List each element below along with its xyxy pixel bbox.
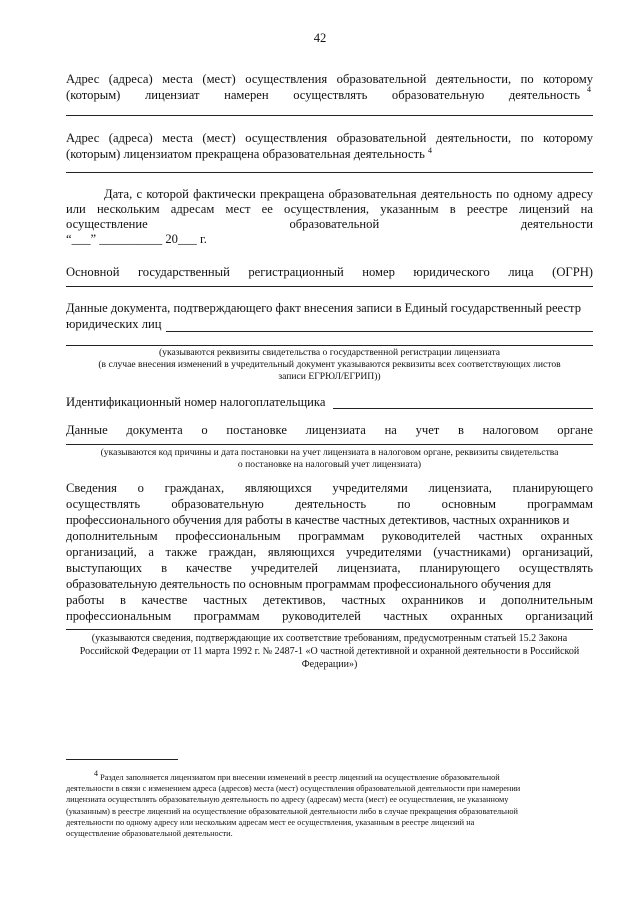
- tax-registration-label: Данные документа о постановке лицензиата на учет в налоговом органе: [66, 423, 593, 437]
- inn-field-line[interactable]: [333, 408, 593, 409]
- stop-date-line2: или нескольким адресам мест ее осуществления, указанным в реестре лицензий на: [66, 202, 593, 216]
- address-planned-line2: (которым) лицензиат намерен осуществлять образовательную деятельность: [66, 88, 580, 102]
- egr-document-line1: Данные документа, подтверждающего факт внесения записи в Единый государственный реестр: [66, 301, 581, 315]
- founders-line: осуществлять образовательную деятельность по основным программам: [66, 497, 593, 511]
- footnote-mark: 4: [427, 145, 432, 155]
- egr-document-field-line[interactable]: [166, 331, 593, 332]
- address-stopped-line1: Адрес (адреса) места (мест) осуществления образовательной деятельности, по которому: [66, 131, 593, 145]
- page-number: 42: [313, 31, 327, 45]
- tax-registration-hint1: (указываются код причины и дата постановки на учет лицензиата в налоговом органе, реквизиты свидетельства: [100, 447, 559, 458]
- founders-line: организаций, а также граждан, являющихся учредителями (участниками) организаций,: [66, 545, 593, 559]
- ogrn-field-line[interactable]: [66, 286, 593, 287]
- address-planned-field-line[interactable]: [66, 115, 593, 116]
- egr-document-hint2: (в случае внесения изменений в учредительный документ указываются реквизиты всех соответствующих листов: [98, 359, 561, 370]
- founders-line: образовательную деятельность по основным программам профессионального обучения для: [66, 577, 551, 591]
- founders-line: Сведения о гражданах, являющихся учредителями лицензиата, планирующего: [66, 481, 593, 495]
- founders-hint3: Федерации»): [301, 659, 358, 670]
- footnote-text: $^4$ Раздел заполняется лицензиатом при внесении изменений в реестр лицензий на осуществление образовательной деятельности в связи с изменением адреса (адресов) места (мест) осуществления образовательной деятельности при намерении лицензиата осуществлять образовательную деятельность по адресу (адресам) места (мест) ее осуществления, не указанному (указанным) в реестре лицензий на осуществление образовательной деятельности либо в случае прекращения образовательной деятельности по одному адресу или нескольким адресам мест ее осуществления, указанным в реестре лицензий на осуществление образовательной деятельности.: [66, 772, 593, 839]
- founders-line: выступающих в качестве учредителей лицензиата, планирующего осуществлять: [66, 561, 593, 575]
- founders-hint2: Российской Федерации от 11 марта 1992 г. № 2487-1 «О частной детективной и охранной деятельности в Российской: [79, 646, 580, 657]
- founders-line: профессионального обучения для работы в качестве частных детективов, частных охранников и: [66, 513, 570, 527]
- footnote-line: (указанным) в реестре лицензий на осуществление образовательной деятельности либо в случае прекращения образовательной: [66, 806, 518, 816]
- footnote-mark: 4: [94, 769, 98, 779]
- founders-line: работы в качестве частных детективов, частных охранников и дополнительным: [66, 593, 593, 607]
- footnote-line: лицензиата осуществлять образовательную деятельность по адресу (адресам) места (мест) ее осуществления, не указанному: [66, 795, 509, 805]
- footnote-line: деятельности по одному адресу или нескольким адресам мест ее осуществления, указанным в реестре лицензий на: [66, 817, 475, 827]
- stop-date-line3: осуществление образовательной деятельности: [66, 217, 593, 231]
- footnote-line: осуществление образовательной деятельности.: [66, 829, 233, 839]
- egr-document-field-line-2[interactable]: [66, 345, 593, 346]
- inn-label: Идентификационный номер налогоплательщика: [66, 395, 326, 409]
- stop-date-field[interactable]: “___” __________ 20___ г.: [66, 232, 207, 246]
- founders-line: дополнительным профессиональным программам руководителей частных охранных: [66, 529, 593, 543]
- founders-hint1: (указываются сведения, подтверждающие их соответствие требованиям, предусмотренным статьей 15.2 Закона: [91, 633, 568, 644]
- tax-registration-field-line[interactable]: [66, 444, 593, 445]
- footnote-line: деятельности в связи с изменением адреса (адресов) места (мест) осуществления образовательной деятельности при намерении: [66, 784, 521, 794]
- tax-registration-hint2: о постановке на налоговый учет лицензиата): [237, 459, 422, 470]
- egr-document-line2: юридических лиц: [66, 317, 162, 331]
- founders-line: профессиональным программам руководителей частных охранных организаций: [66, 609, 593, 623]
- founders-field-line[interactable]: [66, 629, 593, 630]
- address-stopped-field-line[interactable]: [66, 172, 593, 173]
- ogrn-label: Основной государственный регистрационный номер юридического лица (ОГРН): [66, 265, 593, 279]
- egr-document-hint3: записи ЕГРЮЛ/ЕГРИП)): [278, 371, 381, 382]
- footnote-separator: [66, 759, 178, 760]
- address-planned-line1: Адрес (адреса) места (мест) осуществления образовательной деятельности, по которому: [66, 72, 593, 86]
- egr-document-hint1: (указываются реквизиты свидетельства о государственной регистрации лицензиата: [158, 347, 501, 358]
- stop-date-line1: Дата, с которой фактически прекращена образовательная деятельность по одному адресу: [104, 187, 593, 201]
- address-stopped-line2: (которым) лицензиатом прекращена образовательная деятельность $^4$: [66, 145, 432, 161]
